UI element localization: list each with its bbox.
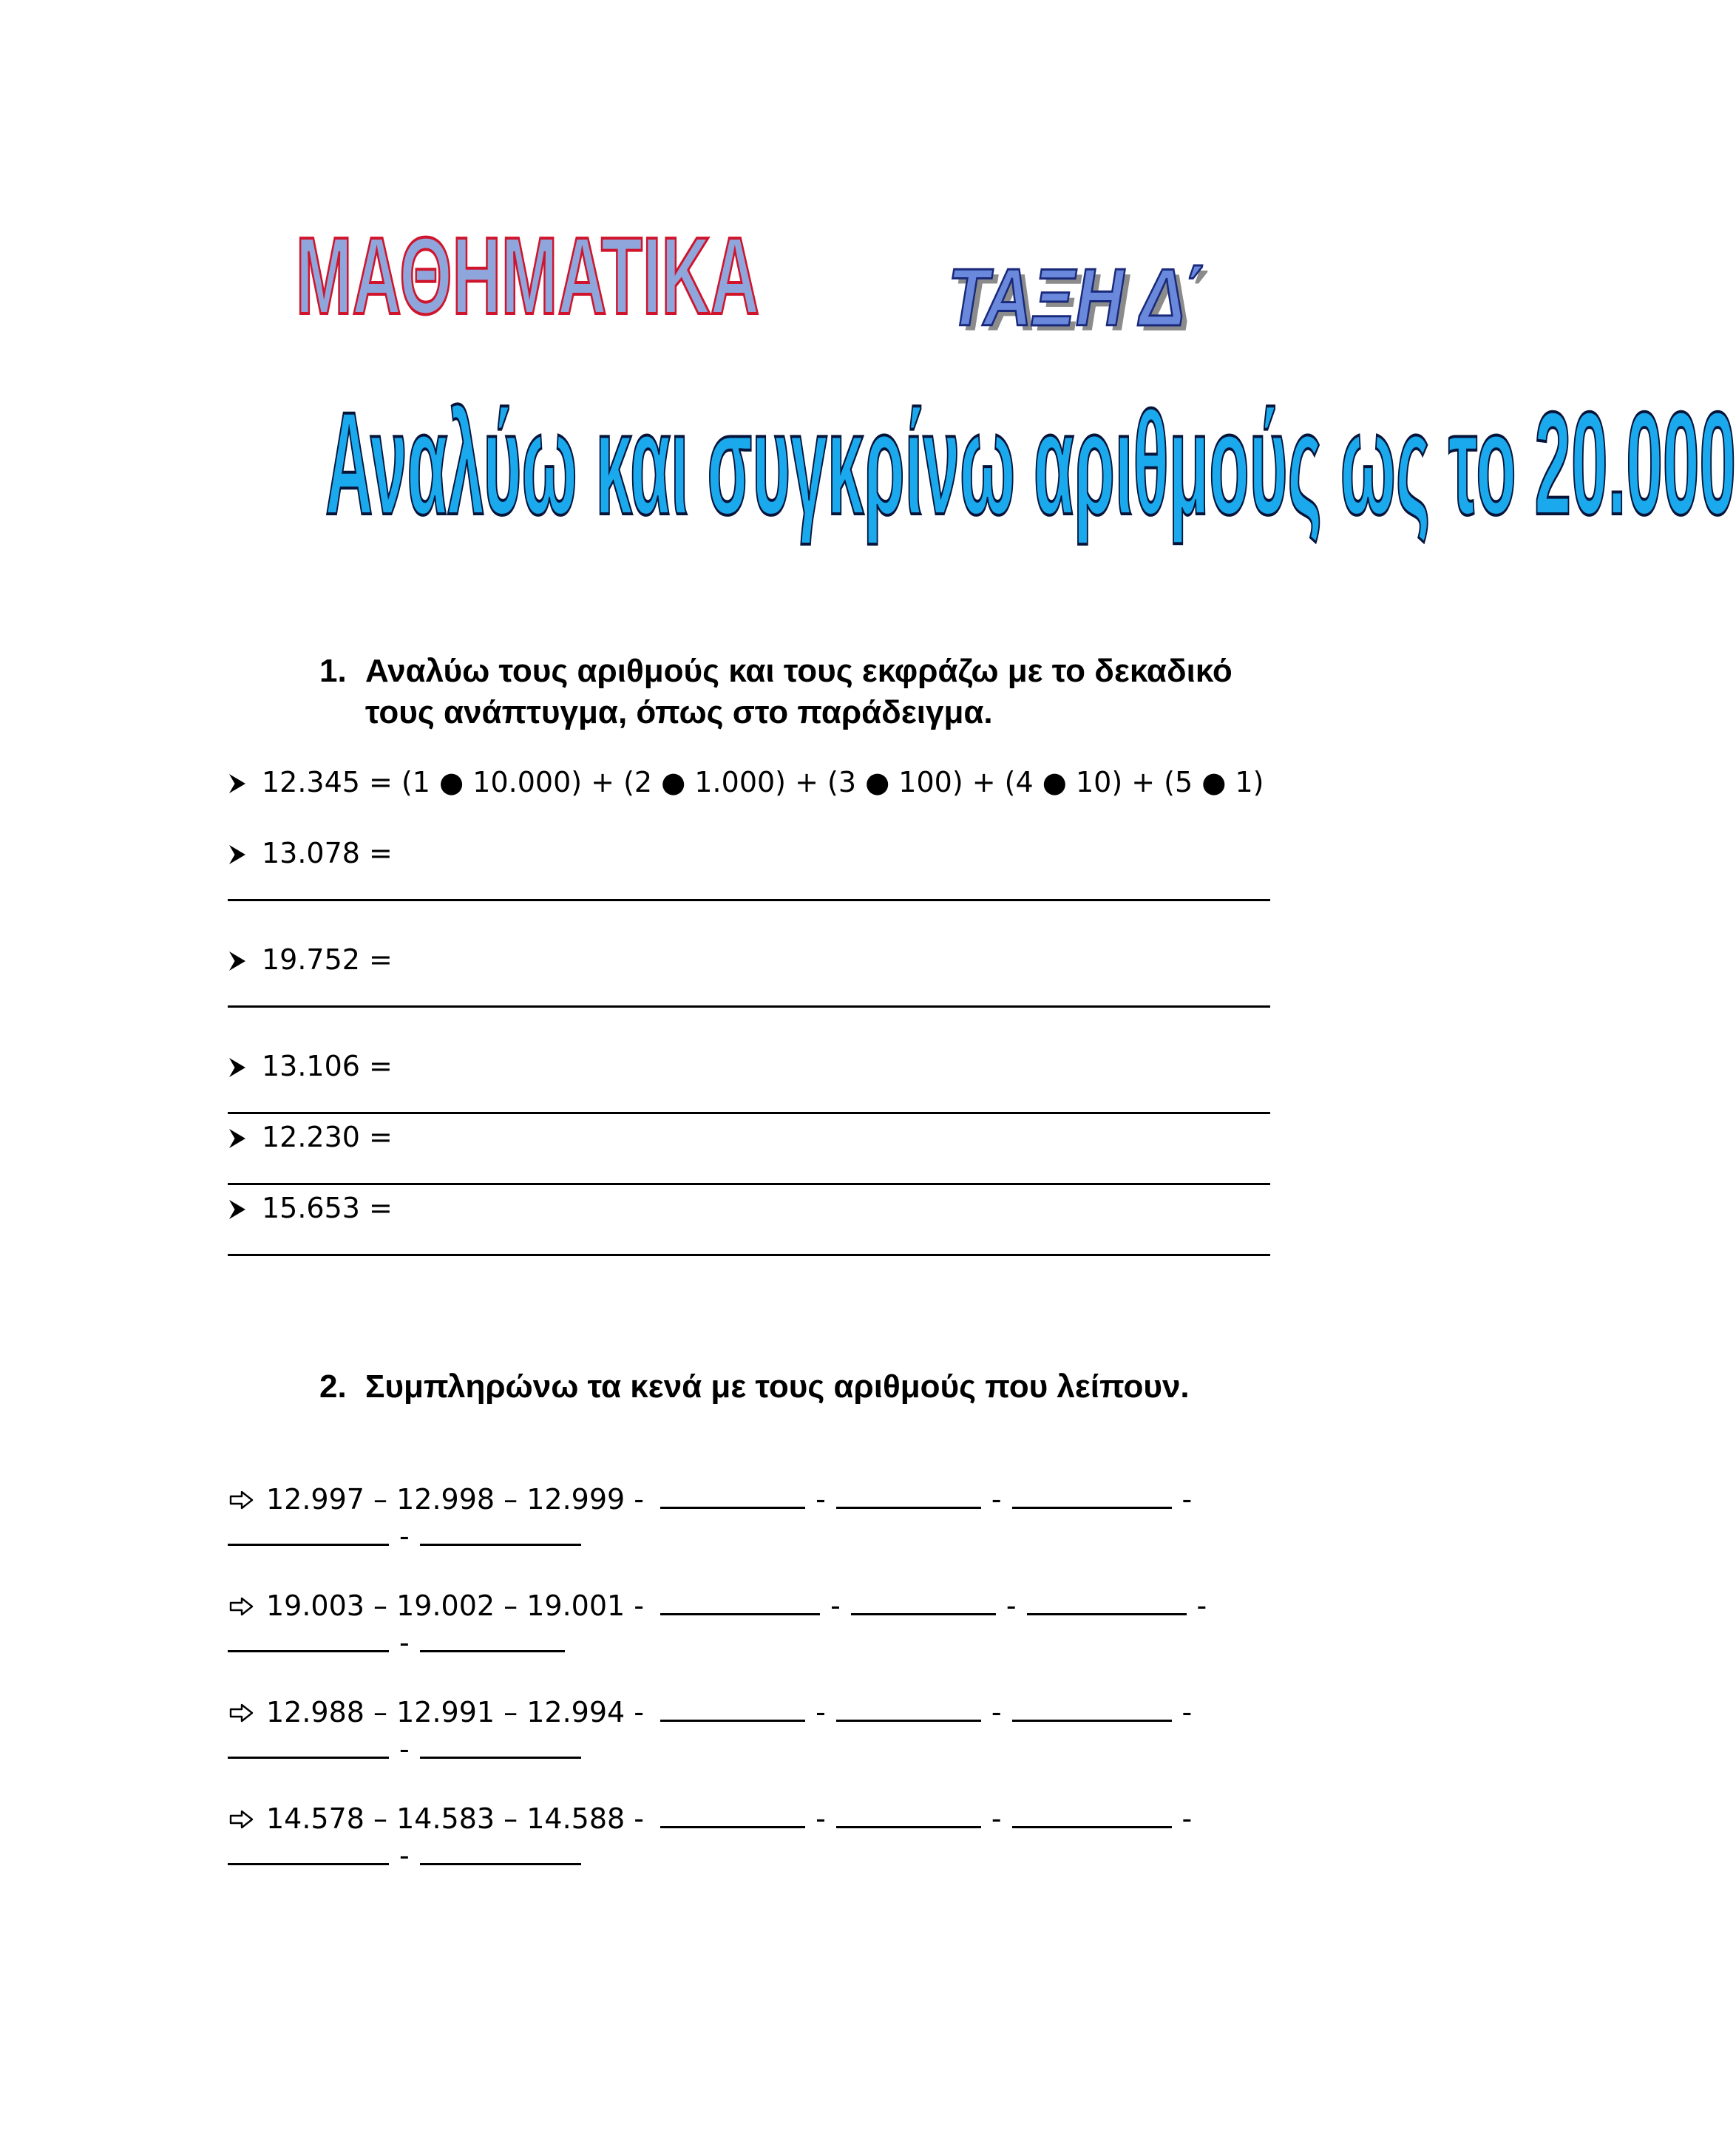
sequence-row-continued: -	[228, 1625, 565, 1659]
answer-line	[228, 1005, 1270, 1008]
answer-blank[interactable]	[228, 1731, 389, 1759]
answer-line	[228, 1183, 1270, 1185]
list-item	[229, 1192, 393, 1224]
item-number: 19.752 =	[262, 943, 393, 976]
arrowhead-bullet-icon	[229, 951, 245, 971]
answer-blank[interactable]	[660, 1588, 820, 1615]
given-numbers: 12.988 – 12.991 – 12.994 -	[266, 1696, 644, 1728]
subject-title: ΜΑΘΗΜΑΤΙΚΑ	[296, 215, 760, 337]
list-item	[229, 1050, 393, 1082]
arrowhead-bullet-icon	[229, 774, 245, 793]
hollow-arrow-icon	[229, 1703, 254, 1723]
sequence-row: 19.003 – 19.002 – 19.001 - - - -	[229, 1588, 1217, 1622]
sequence-row: 14.578 – 14.583 – 14.588 - - - -	[229, 1801, 1202, 1835]
answer-line	[228, 1254, 1270, 1256]
answer-line	[228, 1112, 1270, 1114]
exercise-2-number: 2.	[319, 1368, 347, 1405]
answer-line	[228, 899, 1270, 901]
arrowhead-bullet-icon	[229, 845, 245, 864]
answer-blank[interactable]	[228, 1519, 389, 1546]
answer-blank[interactable]	[1012, 1694, 1172, 1722]
given-numbers: 14.578 – 14.583 – 14.588 -	[266, 1802, 644, 1835]
hollow-arrow-icon	[229, 1809, 254, 1830]
answer-blank[interactable]	[420, 1838, 581, 1865]
answer-blank[interactable]	[1012, 1801, 1172, 1828]
answer-blank[interactable]	[1027, 1588, 1187, 1615]
sequence-row-continued: -	[228, 1731, 581, 1765]
answer-blank[interactable]	[420, 1625, 565, 1652]
sequence-row-continued: -	[228, 1838, 581, 1872]
answer-blank[interactable]	[851, 1588, 996, 1615]
list-item	[229, 837, 393, 869]
exercise-2-instruction: Συμπληρώνω τα κενά με τους αριθμούς που λείπουν.	[365, 1368, 1190, 1405]
exercise-1-number: 1.	[319, 653, 347, 689]
sequence-row-continued: -	[228, 1519, 581, 1553]
answer-blank[interactable]	[836, 1482, 981, 1509]
arrowhead-bullet-icon	[229, 1058, 245, 1077]
sequence-row: 12.997 – 12.998 – 12.999 - - - -	[229, 1482, 1202, 1516]
item-number: 13.078 =	[262, 837, 393, 869]
list-item	[229, 943, 393, 976]
given-numbers: 12.997 – 12.998 – 12.999 -	[266, 1483, 644, 1516]
answer-blank[interactable]	[228, 1838, 389, 1865]
exercise-1-instruction: Αναλύω τους αριθμούς και τους εκφράζω με το δεκαδικό τους ανάπτυγμα, όπως στο παράδειγμα.	[365, 653, 1233, 730]
answer-blank[interactable]	[1012, 1482, 1172, 1509]
arrowhead-bullet-icon	[229, 1129, 245, 1148]
arrowhead-bullet-icon	[229, 1200, 245, 1219]
hollow-arrow-icon	[229, 1596, 254, 1617]
item-number: 13.106 =	[262, 1050, 393, 1082]
list-item	[229, 1121, 393, 1153]
example-expansion: 12.345 = (1 ● 10.000) + (2 ● 1.000) + (3 ● 100) + (4 ● 10) + (5 ● 1)	[262, 766, 1264, 798]
answer-blank[interactable]	[660, 1801, 805, 1828]
item-number: 15.653 =	[262, 1192, 393, 1224]
sequence-row: 12.988 – 12.991 – 12.994 - - - -	[229, 1694, 1202, 1728]
exercise-2-heading	[319, 1366, 1325, 1408]
answer-blank[interactable]	[660, 1694, 805, 1722]
item-number: 12.230 =	[262, 1121, 393, 1153]
given-numbers: 19.003 – 19.002 – 19.001 -	[266, 1589, 644, 1622]
answer-blank[interactable]	[420, 1731, 581, 1759]
worksheet-heading: Αναλύω και συγκρίνω αριθμούς ως το 20.000	[325, 381, 1736, 545]
answer-blank[interactable]	[228, 1625, 389, 1652]
hollow-arrow-icon	[229, 1490, 254, 1510]
answer-blank[interactable]	[420, 1519, 581, 1546]
example-row	[229, 766, 1264, 798]
answer-blank[interactable]	[660, 1482, 805, 1509]
exercise-1-heading	[319, 651, 1266, 733]
class-label: ΤΑΞΗ Δ΄	[948, 252, 1207, 343]
answer-blank[interactable]	[836, 1694, 981, 1722]
answer-blank[interactable]	[836, 1801, 981, 1828]
